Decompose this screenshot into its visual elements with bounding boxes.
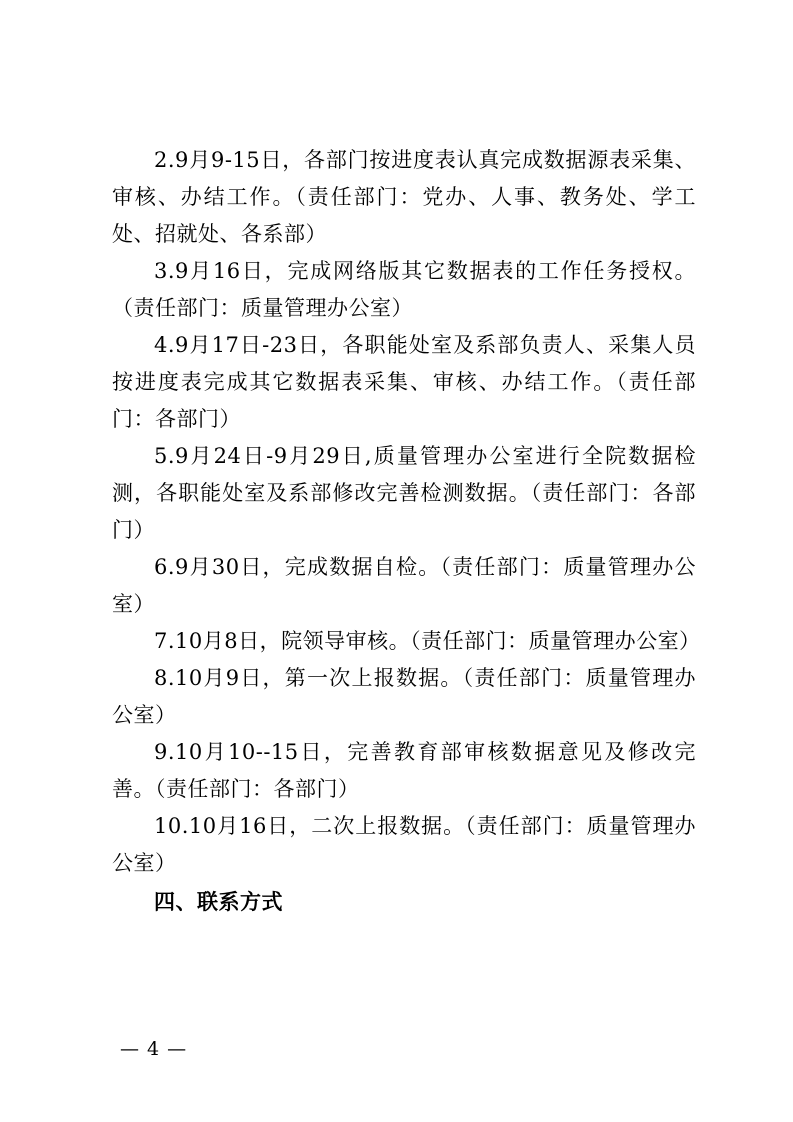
schedule-item-7: 7.10月8日，院领导审核。（责任部门：质量管理办公室） (154, 629, 701, 653)
schedule-item-2: 2.9月9-15日，各部门按进度表认真完成数据源表采集、审核、办结工作。（责任部门：党办、人事、教务处、学工处、招就处、各系部） (112, 148, 696, 246)
schedule-item-10: 10.10月16日，二次上报数据。（责任部门：质量管理办公室） (112, 814, 696, 875)
schedule-item-5: 5.9月24日-9月29日,质量管理办公室进行全院数据检测，各职能处室及系部修改完善检测数据。（责任部门：各部门） (112, 444, 696, 542)
schedule-item-6: 6.9月30日，完成数据自检。（责任部门：质量管理办公室） (112, 555, 696, 616)
schedule-item-9: 9.10月10--15日，完善教育部审核数据意见及修改完善。（责任部门：各部门） (112, 740, 696, 801)
schedule-item-8: 8.10月9日，第一次上报数据。（责任部门：质量管理办公室） (112, 666, 696, 727)
document-body (112, 142, 701, 921)
page-number: — 4 — (120, 1038, 188, 1060)
schedule-item-4: 4.9月17日-23日，各职能处室及系部负责人、采集人员按进度表完成其它数据表采集、审核、办结工作。（责任部门：各部门） (112, 333, 696, 431)
schedule-item-3: 3.9月16日，完成网络版其它数据表的工作任务授权。（责任部门：质量管理办公室） (112, 259, 696, 320)
section-heading: 四、联系方式 (154, 890, 283, 914)
